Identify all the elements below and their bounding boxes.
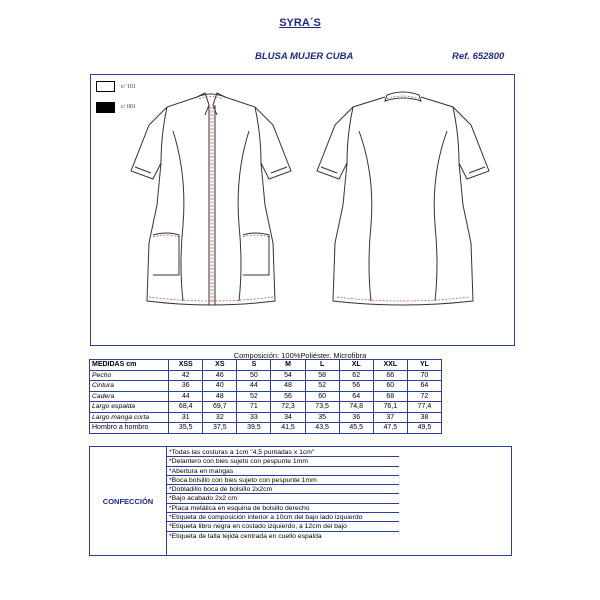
reference-number: Ref. 652800 [452, 51, 505, 62]
color-swatch-black [96, 102, 115, 113]
table-cell: 47,5 [373, 423, 407, 434]
table-row [90, 381, 442, 392]
table-cell: 32 [203, 412, 237, 423]
table-row [90, 423, 442, 434]
table-cell: 64 [407, 381, 441, 392]
table-cell: 43,5 [305, 423, 339, 434]
brand-title: SYRA´S [279, 17, 321, 29]
fabric-composition: Composición: 100%Poliéster. Microfibra [233, 351, 367, 360]
technical-drawing-frame [90, 74, 515, 346]
table-cell: 35 [305, 412, 339, 423]
color-label: c/ 101 [121, 84, 136, 90]
header-cell: L [305, 360, 339, 371]
table-cell: 39,5 [237, 423, 271, 434]
confection-line: *Boca bolsillo con bies sujeto con pespunte 1mm [167, 476, 399, 485]
table-cell: 33 [237, 412, 271, 423]
header-cell: YL [407, 360, 441, 371]
row-label: Largo espalda [90, 402, 169, 413]
table-cell: 72 [407, 391, 441, 402]
confection-line: *Etiqueta de composición interior a 10cm del bajo lado izquierdo [167, 513, 399, 522]
header-cell: MEDIDAS cm [90, 360, 169, 371]
confection-line: *Dobladillo boca de bolsillo 2x2cm [167, 485, 399, 494]
table-cell: 62 [339, 370, 373, 381]
row-label: Pecho [90, 370, 169, 381]
table-cell: 42 [169, 370, 203, 381]
back-topstitching [337, 96, 469, 301]
table-cell: 71 [237, 402, 271, 413]
product-name: BLUSA MUJER CUBA [255, 51, 354, 62]
table-cell: 64 [339, 391, 373, 402]
confection-line: *Bajo acabado 2x2 cm [167, 494, 399, 503]
table-cell: 44 [169, 391, 203, 402]
table-row [90, 402, 442, 413]
table-cell: 50 [237, 370, 271, 381]
table-cell: 48 [271, 381, 305, 392]
table-cell: 35,5 [169, 423, 203, 434]
table-cell: 56 [339, 381, 373, 392]
row-label: Cadera [90, 391, 169, 402]
table-cell: 77,4 [407, 402, 441, 413]
table-cell: 58 [305, 370, 339, 381]
table-cell: 46 [203, 370, 237, 381]
header-cell: XXL [373, 360, 407, 371]
table-cell: 34 [271, 412, 305, 423]
table-cell: 66 [373, 370, 407, 381]
front-topstitching [149, 97, 273, 304]
table-cell: 52 [237, 391, 271, 402]
table-cell: 31 [169, 412, 203, 423]
table-cell: 48 [203, 391, 237, 402]
size-table [89, 359, 442, 434]
confection-line: *Todas las costuras a 1cm "4,5 puntadas x 1cm" [167, 448, 399, 457]
garment-sketches [91, 75, 514, 345]
confection-list [167, 447, 511, 555]
size-table-header [90, 360, 442, 371]
confection-line: *Delantero con bies sujeto con pespunte 1mm [167, 457, 399, 466]
table-cell: 60 [373, 381, 407, 392]
table-cell: 41,5 [271, 423, 305, 434]
header-cell: M [271, 360, 305, 371]
table-cell: 68,4 [169, 402, 203, 413]
table-cell: 69,7 [203, 402, 237, 413]
table-cell: 76,1 [373, 402, 407, 413]
confection-line: *Etiqueta de talla tejida centrada en cuello espalda [169, 532, 322, 540]
table-cell: 54 [271, 370, 305, 381]
table-cell: 72,3 [271, 402, 305, 413]
confection-section [89, 446, 512, 556]
table-row [90, 412, 442, 423]
table-cell: 70 [407, 370, 441, 381]
header-cell: XSS [169, 360, 203, 371]
table-cell: 60 [305, 391, 339, 402]
table-cell: 52 [305, 381, 339, 392]
color-swatch-white [96, 81, 115, 92]
header-cell: XL [339, 360, 373, 371]
confection-line: *Abertura en mangas [167, 467, 399, 476]
table-cell: 36 [339, 412, 373, 423]
table-cell: 37 [373, 412, 407, 423]
table-cell: 37,5 [203, 423, 237, 434]
color-label: c/ 001 [121, 104, 136, 110]
confection-line: *Placa metálica en esquina de bolsillo derecho [167, 504, 399, 513]
confection-label: CONFECCIÓN [90, 447, 167, 555]
table-cell: 68 [373, 391, 407, 402]
table-row [90, 391, 442, 402]
row-label: Hombro a hombro [90, 423, 169, 434]
confection-line: *Etiqueta libro negra en costado izquierdo, a 12cm del bajo [167, 522, 399, 531]
header-cell: S [237, 360, 271, 371]
table-cell: 38 [407, 412, 441, 423]
table-cell: 74,8 [339, 402, 373, 413]
table-cell: 73,5 [305, 402, 339, 413]
table-cell: 56 [271, 391, 305, 402]
row-label: Cintura [90, 381, 169, 392]
back-view-sketch [317, 92, 489, 305]
row-label: Largo manga corta [90, 412, 169, 423]
table-cell: 49,5 [407, 423, 441, 434]
table-cell: 40 [203, 381, 237, 392]
table-row [90, 370, 442, 381]
table-cell: 44 [237, 381, 271, 392]
table-cell: 45,5 [339, 423, 373, 434]
table-cell: 36 [169, 381, 203, 392]
header-cell: XS [203, 360, 237, 371]
